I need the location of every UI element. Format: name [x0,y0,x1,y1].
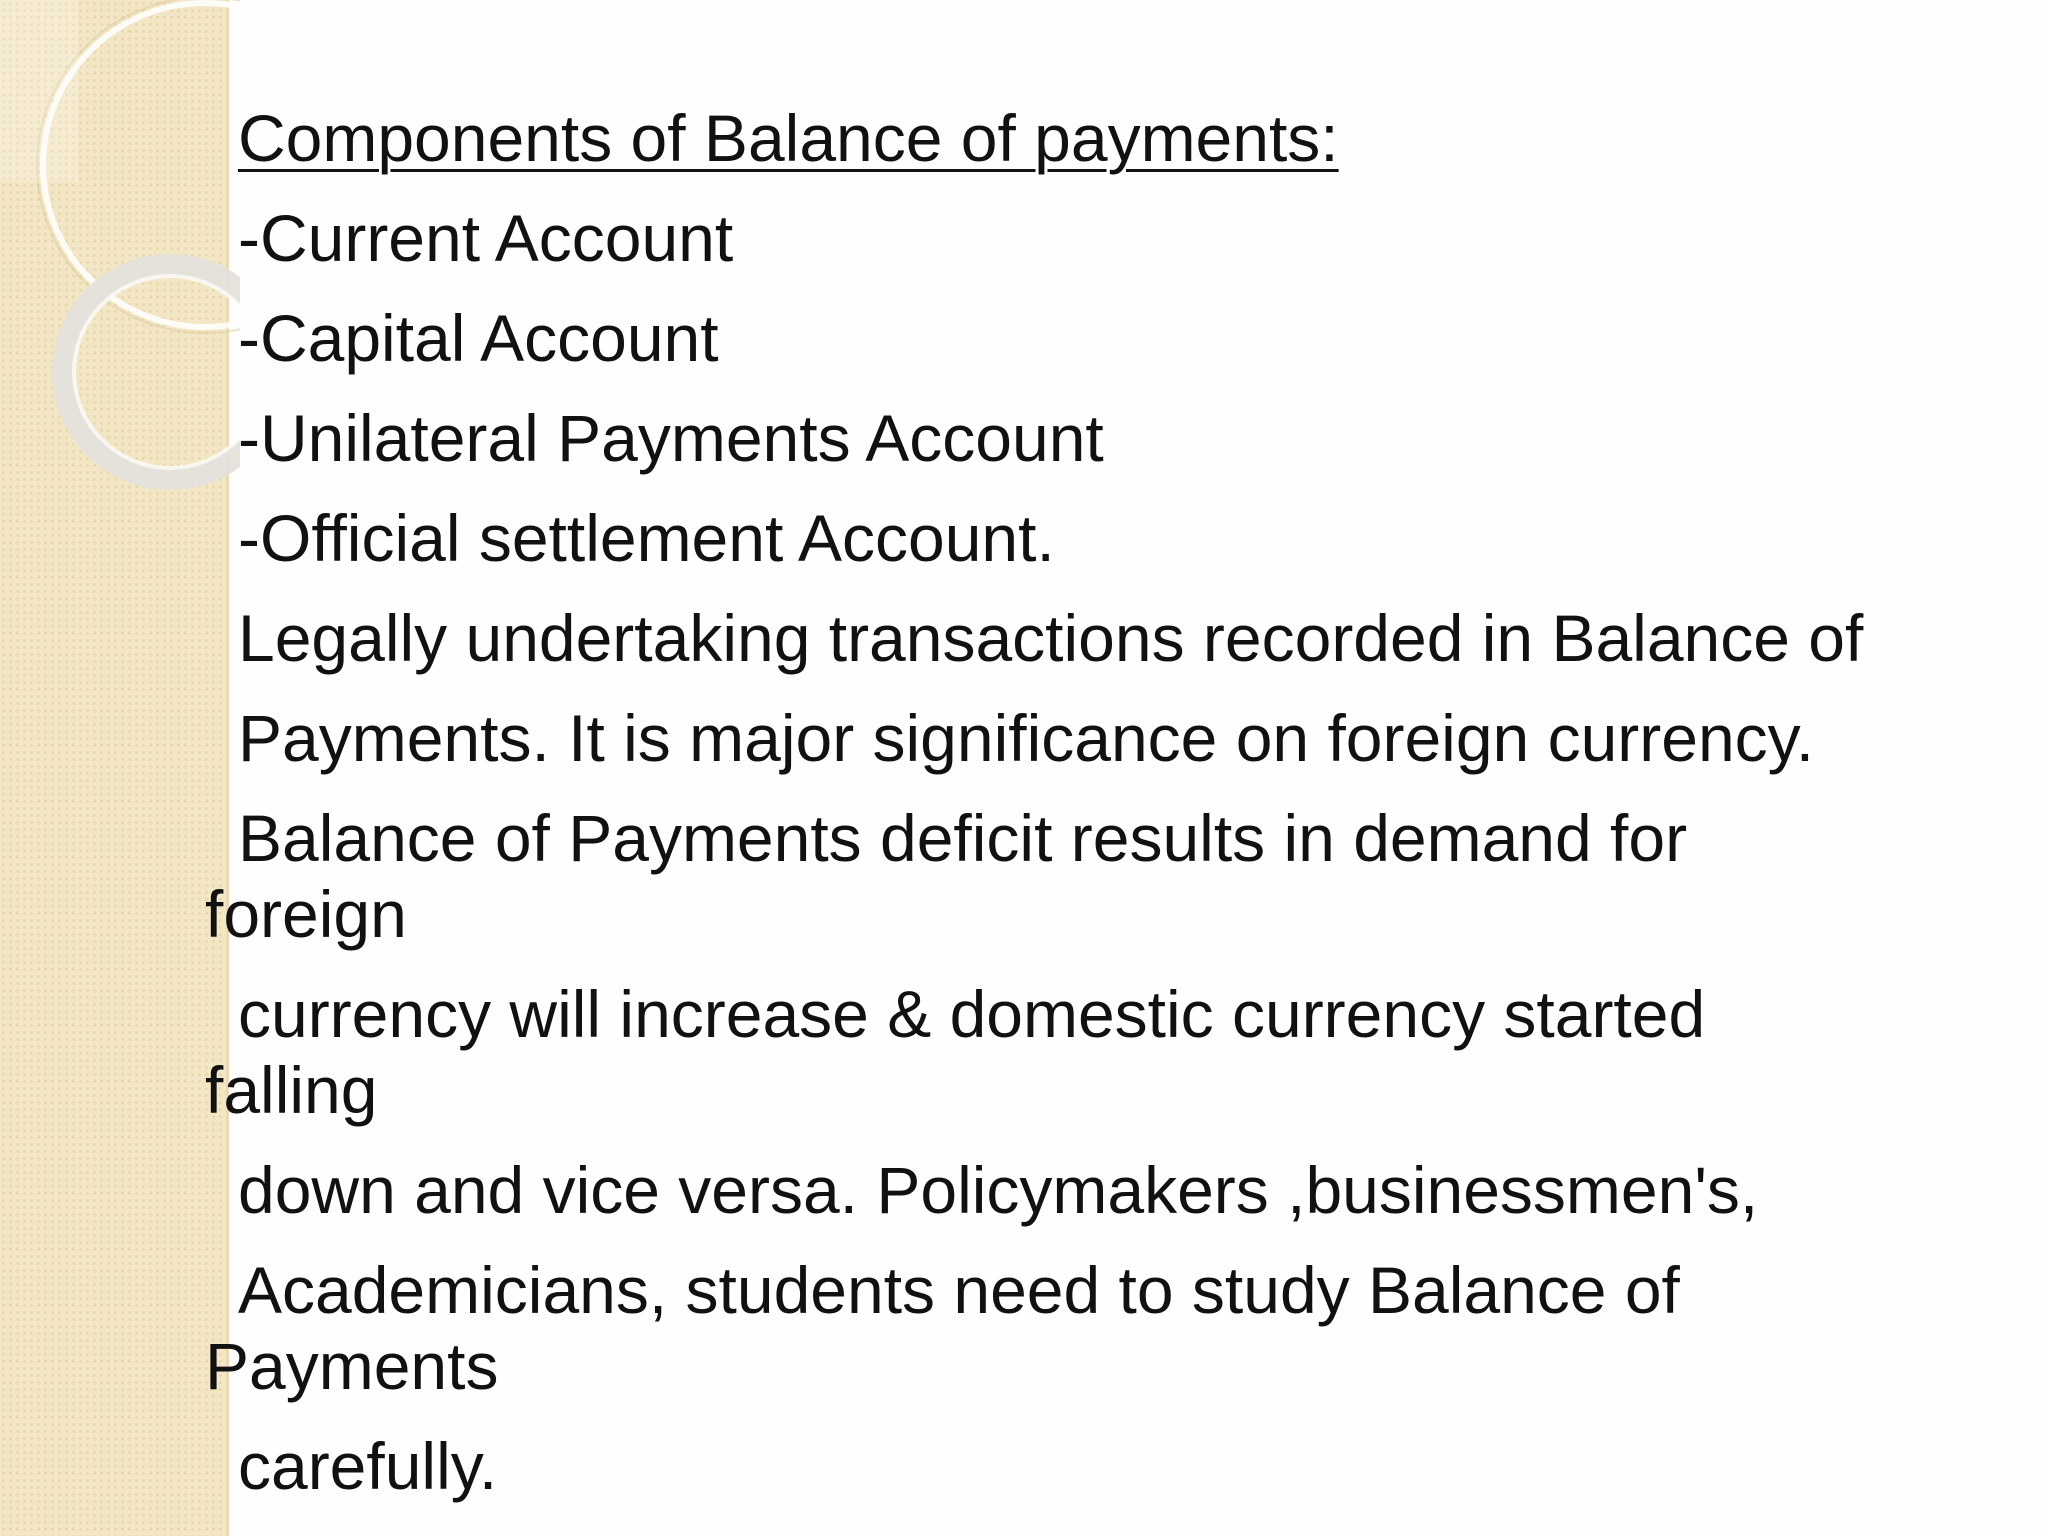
body-text-line: Payments [205,1329,499,1403]
component-current-account: -Current Account [238,201,734,275]
component-unilateral-payments-account: -Unilateral Payments Account [238,401,1104,475]
component-official-settlement-account: -Official settlement Account. [238,501,1055,575]
body-text-line: down and vice versa. Policymakers ,businessmen's, [238,1153,1759,1227]
body-text-line: currency will increase & domestic currency started [238,977,1706,1051]
body-text-line: falling [205,1053,378,1127]
slide-heading: Components of Balance of payments: [238,101,1339,175]
body-text-line: Balance of Payments deficit results in demand for [238,801,1688,875]
body-text-line: Legally undertaking transactions recorded in Balance of [238,601,1864,675]
component-capital-account: -Capital Account [238,301,719,375]
body-text-line: Academicians, students need to study Balance of [238,1253,1680,1327]
body-text-line: Payments. It is major significance on foreign currency. [238,701,1815,775]
body-text-line: carefully. [238,1429,498,1503]
body-text-line: foreign [205,877,407,951]
